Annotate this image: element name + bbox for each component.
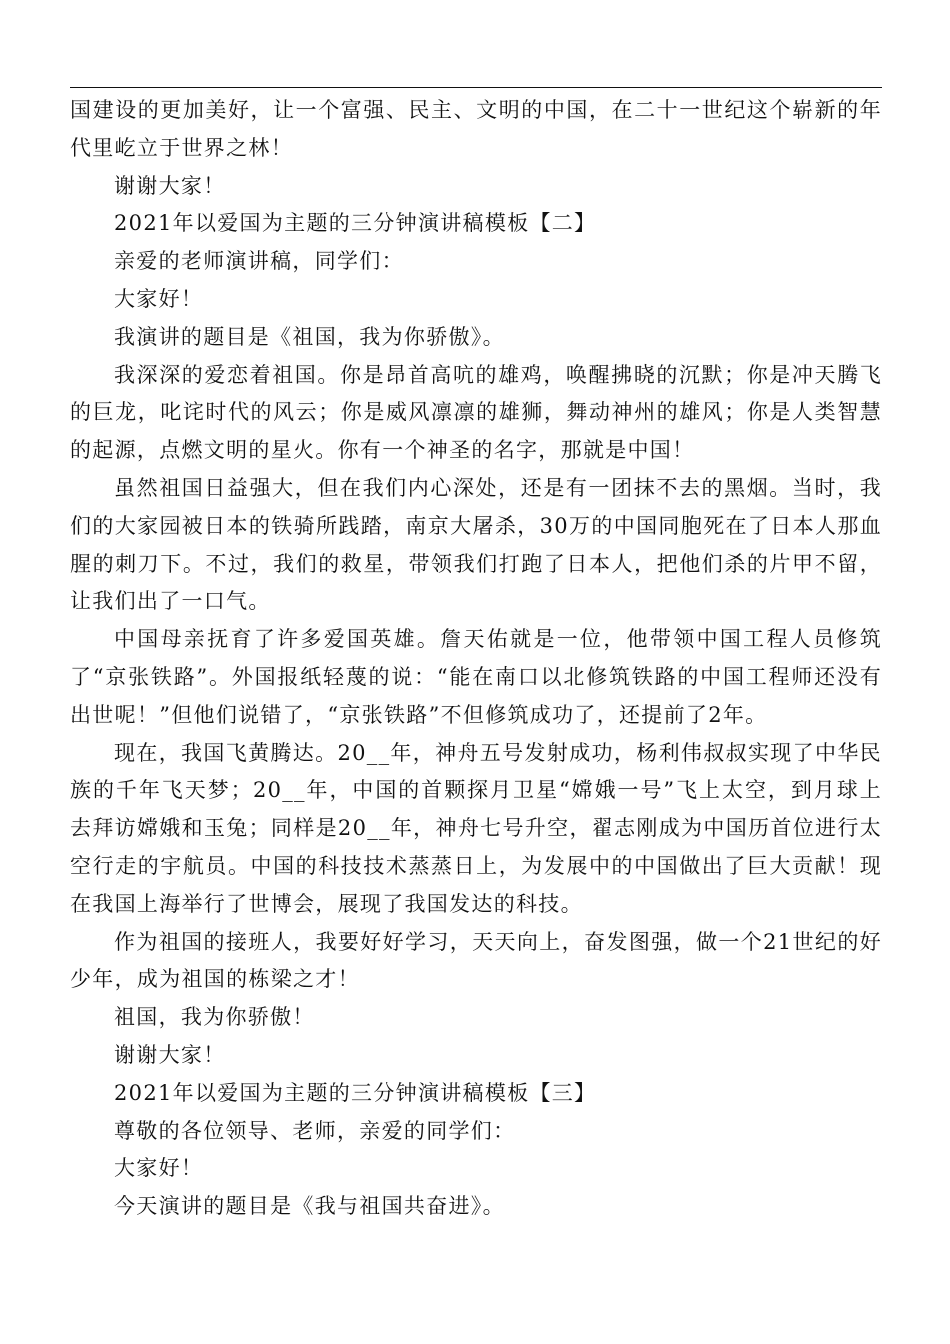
paragraph-greeting-leaders: 尊敬的各位领导、老师，亲爱的同学们：: [114, 1118, 516, 1143]
paragraph-greeting-audience: 亲爱的老师演讲稿，同学们：: [114, 249, 404, 274]
paragraph-history: 虽然祖国日益强大，但在我们内心深处，还是有一团抹不去的黑烟。当时，我们的大家园被日本的铁骑所践踏，南京大屠杀，30万的中国同胞死在了日本人那血腥的刺刀下。不过，我们的救星，带领我们打跑了日本人，把他们杀的片甲不留，让我们出了一口气。: [70, 475, 882, 614]
paragraph-achievements: 现在，我国飞黄腾达。20__年，神舟五号发射成功，杨利伟叔叔实现了中华民族的千年飞天梦；20__年，中国的首颗探月卫星“嫦娥一号”飞上太空，到月球上去拜访嫦娥和玉兔；同样是20__年，神舟七号升空，翟志刚成为中国历首位进行太空行走的宇航员。中国的科技技术蒸蒸日上，为发展中的中国做出了巨大贡献！现在我国上海举行了世博会，展现了我国发达的科技。: [70, 740, 882, 916]
paragraph-continued: 国建设的更加美好，让一个富强、民主、文明的中国，在二十一世纪这个崭新的年代里屹立于世界之林！: [70, 98, 882, 160]
paragraph-thanks-2: 谢谢大家！: [114, 1042, 226, 1067]
paragraph-love-motherland: 我深深的爱恋着祖国。你是昂首高吭的雄鸡，唤醒拂晓的沉默；你是冲天腾飞的巨龙，叱诧时代的风云；你是威风凛凛的雄狮，舞动神州的雄风；你是人类智慧的起源，点燃文明的星火。你有一个神圣的名字，那就是中国！: [70, 362, 882, 463]
paragraph-speech-title: 我演讲的题目是《祖国，我为你骄傲》。: [114, 324, 505, 349]
paragraph-speech-title-2: 今天演讲的题目是《我与祖国共奋进》。: [114, 1194, 505, 1219]
paragraph-thanks: 谢谢大家！: [114, 173, 226, 198]
header-rule: [70, 87, 882, 88]
section-heading-3: 2021年以爱国为主题的三分钟演讲稿模板【三】: [114, 1080, 597, 1105]
paragraph-proud: 祖国，我为你骄傲！: [114, 1005, 315, 1030]
document-body: [70, 92, 882, 1226]
paragraph-hello: 大家好！: [114, 286, 204, 311]
paragraph-hello-2: 大家好！: [114, 1156, 204, 1181]
paragraph-successor: 作为祖国的接班人，我要好好学习，天天向上，奋发图强，做一个21世纪的好少年，成为祖国的栋梁之才！: [70, 929, 882, 992]
paragraph-heroes: 中国母亲抚育了许多爱国英雄。詹天佑就是一位，他带领中国工程人员修筑了“京张铁路”。外国报纸轻蔑的说：“能在南口以北修筑铁路的中国工程师还没有出世呢！”但他们说错了，“京张铁路”不但修筑成功了，还提前了2年。: [70, 627, 882, 727]
section-heading-2: 2021年以爱国为主题的三分钟演讲稿模板【二】: [114, 211, 597, 236]
